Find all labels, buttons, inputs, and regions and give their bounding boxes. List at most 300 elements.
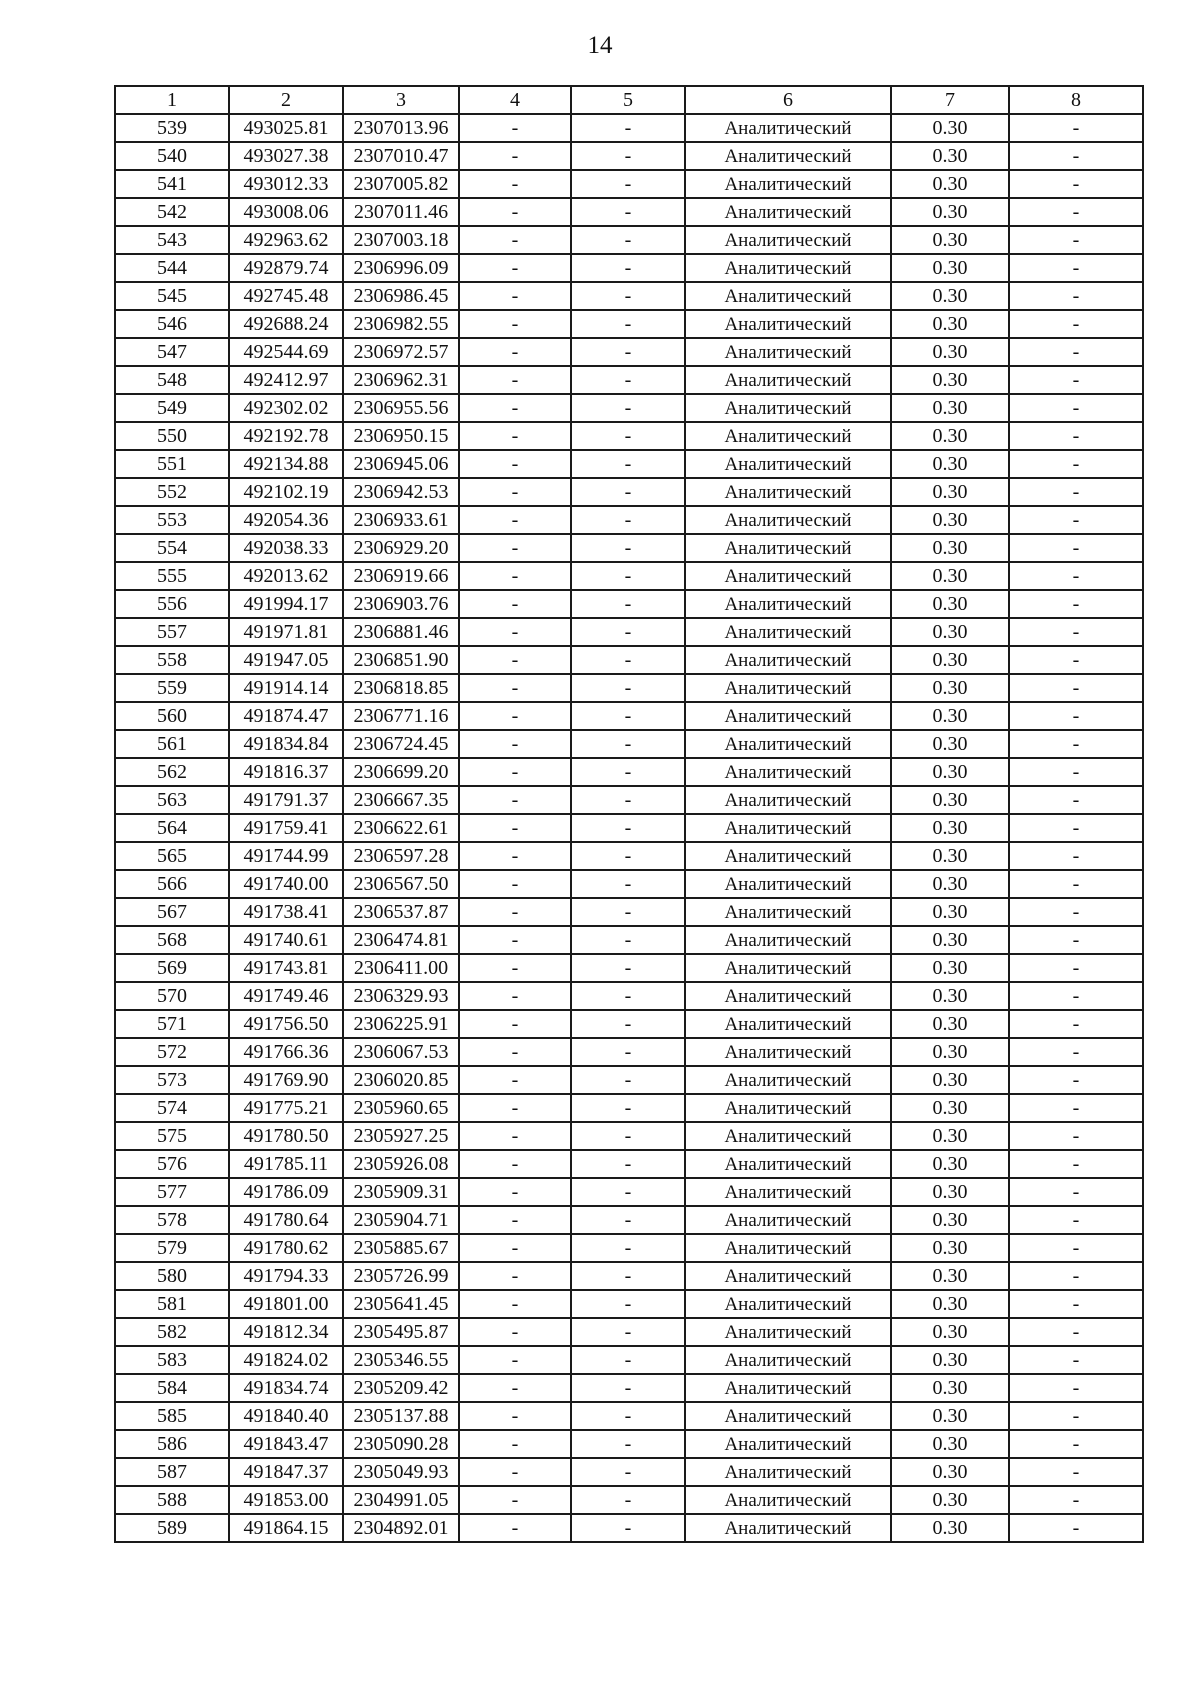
accuracy-cell: 0.30 [891, 1094, 1009, 1122]
accuracy-cell: 0.30 [891, 1234, 1009, 1262]
method-cell: Аналитический [685, 758, 891, 786]
y-coordinate-cell: 2305209.42 [343, 1374, 459, 1402]
table-row [115, 954, 1143, 982]
x-coordinate-cell: 491834.84 [229, 730, 343, 758]
col-8-value-cell: - [1009, 282, 1143, 310]
method-cell: Аналитический [685, 730, 891, 758]
col-4-value-cell: - [459, 618, 571, 646]
x-coordinate-cell: 491786.09 [229, 1178, 343, 1206]
accuracy-cell: 0.30 [891, 310, 1009, 338]
x-coordinate-cell: 491738.41 [229, 898, 343, 926]
accuracy-cell: 0.30 [891, 534, 1009, 562]
table-row [115, 618, 1143, 646]
col-5-value-cell: - [571, 1150, 685, 1178]
col-5-value-cell: - [571, 1430, 685, 1458]
page-number: 14 [587, 32, 613, 59]
method-cell: Аналитический [685, 142, 891, 170]
x-coordinate-cell: 491824.02 [229, 1346, 343, 1374]
table-row [115, 1038, 1143, 1066]
method-cell: Аналитический [685, 254, 891, 282]
point-number-cell: 567 [115, 898, 229, 926]
point-number-cell: 583 [115, 1346, 229, 1374]
point-number-cell: 580 [115, 1262, 229, 1290]
col-4-value-cell: - [459, 1234, 571, 1262]
y-coordinate-cell: 2306537.87 [343, 898, 459, 926]
col-8-value-cell: - [1009, 898, 1143, 926]
method-cell: Аналитический [685, 1486, 891, 1514]
col-8-value-cell: - [1009, 506, 1143, 534]
y-coordinate-cell: 2306903.76 [343, 590, 459, 618]
col-8-value-cell: - [1009, 114, 1143, 142]
col-4-value-cell: - [459, 534, 571, 562]
accuracy-cell: 0.30 [891, 646, 1009, 674]
x-coordinate-cell: 493008.06 [229, 198, 343, 226]
point-number-cell: 560 [115, 702, 229, 730]
column-header-7: 7 [891, 86, 1009, 114]
table-row [115, 226, 1143, 254]
col-8-value-cell: - [1009, 814, 1143, 842]
method-cell: Аналитический [685, 198, 891, 226]
accuracy-cell: 0.30 [891, 1458, 1009, 1486]
y-coordinate-cell: 2307003.18 [343, 226, 459, 254]
table-row [115, 1486, 1143, 1514]
col-4-value-cell: - [459, 870, 571, 898]
accuracy-cell: 0.30 [891, 478, 1009, 506]
y-coordinate-cell: 2306225.91 [343, 1010, 459, 1038]
col-8-value-cell: - [1009, 842, 1143, 870]
col-4-value-cell: - [459, 786, 571, 814]
col-4-value-cell: - [459, 1318, 571, 1346]
x-coordinate-cell: 491971.81 [229, 618, 343, 646]
col-8-value-cell: - [1009, 310, 1143, 338]
y-coordinate-cell: 2306771.16 [343, 702, 459, 730]
point-number-cell: 589 [115, 1514, 229, 1542]
table-row [115, 1122, 1143, 1150]
method-cell: Аналитический [685, 646, 891, 674]
y-coordinate-cell: 2306982.55 [343, 310, 459, 338]
accuracy-cell: 0.30 [891, 170, 1009, 198]
x-coordinate-cell: 491840.40 [229, 1402, 343, 1430]
method-cell: Аналитический [685, 562, 891, 590]
col-8-value-cell: - [1009, 450, 1143, 478]
point-number-cell: 539 [115, 114, 229, 142]
col-4-value-cell: - [459, 366, 571, 394]
table-row [115, 674, 1143, 702]
col-4-value-cell: - [459, 450, 571, 478]
col-4-value-cell: - [459, 842, 571, 870]
accuracy-cell: 0.30 [891, 1430, 1009, 1458]
table-row [115, 198, 1143, 226]
method-cell: Аналитический [685, 1262, 891, 1290]
method-cell: Аналитический [685, 1318, 891, 1346]
table-row [115, 898, 1143, 926]
table-row [115, 1430, 1143, 1458]
col-8-value-cell: - [1009, 618, 1143, 646]
x-coordinate-cell: 491874.47 [229, 702, 343, 730]
col-5-value-cell: - [571, 534, 685, 562]
col-8-value-cell: - [1009, 1094, 1143, 1122]
method-cell: Аналитический [685, 1458, 891, 1486]
x-coordinate-cell: 491744.99 [229, 842, 343, 870]
col-8-value-cell: - [1009, 646, 1143, 674]
table-row [115, 114, 1143, 142]
table-row [115, 1290, 1143, 1318]
accuracy-cell: 0.30 [891, 618, 1009, 646]
col-5-value-cell: - [571, 898, 685, 926]
table-row [115, 1318, 1143, 1346]
method-cell: Аналитический [685, 786, 891, 814]
col-8-value-cell: - [1009, 1038, 1143, 1066]
col-4-value-cell: - [459, 1458, 571, 1486]
method-cell: Аналитический [685, 338, 891, 366]
table-row [115, 1066, 1143, 1094]
col-8-value-cell: - [1009, 982, 1143, 1010]
point-number-cell: 553 [115, 506, 229, 534]
method-cell: Аналитический [685, 618, 891, 646]
accuracy-cell: 0.30 [891, 674, 1009, 702]
table-row [115, 450, 1143, 478]
point-number-cell: 564 [115, 814, 229, 842]
y-coordinate-cell: 2306067.53 [343, 1038, 459, 1066]
x-coordinate-cell: 491994.17 [229, 590, 343, 618]
method-cell: Аналитический [685, 282, 891, 310]
table-row [115, 478, 1143, 506]
col-4-value-cell: - [459, 1402, 571, 1430]
col-5-value-cell: - [571, 674, 685, 702]
col-8-value-cell: - [1009, 1514, 1143, 1542]
col-8-value-cell: - [1009, 254, 1143, 282]
x-coordinate-cell: 491914.14 [229, 674, 343, 702]
point-number-cell: 584 [115, 1374, 229, 1402]
point-number-cell: 550 [115, 422, 229, 450]
x-coordinate-cell: 492054.36 [229, 506, 343, 534]
point-number-cell: 588 [115, 1486, 229, 1514]
point-number-cell: 545 [115, 282, 229, 310]
col-5-value-cell: - [571, 870, 685, 898]
col-8-value-cell: - [1009, 366, 1143, 394]
col-8-value-cell: - [1009, 1430, 1143, 1458]
col-4-value-cell: - [459, 1514, 571, 1542]
accuracy-cell: 0.30 [891, 114, 1009, 142]
col-8-value-cell: - [1009, 702, 1143, 730]
col-4-value-cell: - [459, 1038, 571, 1066]
x-coordinate-cell: 491801.00 [229, 1290, 343, 1318]
method-cell: Аналитический [685, 534, 891, 562]
point-number-cell: 561 [115, 730, 229, 758]
x-coordinate-cell: 492688.24 [229, 310, 343, 338]
method-cell: Аналитический [685, 898, 891, 926]
col-5-value-cell: - [571, 1290, 685, 1318]
point-number-cell: 575 [115, 1122, 229, 1150]
col-5-value-cell: - [571, 1178, 685, 1206]
col-8-value-cell: - [1009, 394, 1143, 422]
y-coordinate-cell: 2306881.46 [343, 618, 459, 646]
table-row [115, 1206, 1143, 1234]
col-5-value-cell: - [571, 198, 685, 226]
method-cell: Аналитический [685, 1290, 891, 1318]
table-row [115, 1094, 1143, 1122]
y-coordinate-cell: 2305927.25 [343, 1122, 459, 1150]
accuracy-cell: 0.30 [891, 842, 1009, 870]
column-header-6: 6 [685, 86, 891, 114]
col-5-value-cell: - [571, 814, 685, 842]
method-cell: Аналитический [685, 1206, 891, 1234]
y-coordinate-cell: 2306622.61 [343, 814, 459, 842]
x-coordinate-cell: 493025.81 [229, 114, 343, 142]
column-header-8: 8 [1009, 86, 1143, 114]
method-cell: Аналитический [685, 310, 891, 338]
accuracy-cell: 0.30 [891, 1402, 1009, 1430]
method-cell: Аналитический [685, 1178, 891, 1206]
point-number-cell: 563 [115, 786, 229, 814]
col-4-value-cell: - [459, 1178, 571, 1206]
point-number-cell: 551 [115, 450, 229, 478]
table-header [115, 86, 1143, 114]
col-5-value-cell: - [571, 1346, 685, 1374]
y-coordinate-cell: 2305885.67 [343, 1234, 459, 1262]
table-row [115, 562, 1143, 590]
col-5-value-cell: - [571, 730, 685, 758]
y-coordinate-cell: 2306962.31 [343, 366, 459, 394]
table-row [115, 506, 1143, 534]
x-coordinate-cell: 491740.00 [229, 870, 343, 898]
col-8-value-cell: - [1009, 1290, 1143, 1318]
col-4-value-cell: - [459, 1430, 571, 1458]
col-4-value-cell: - [459, 170, 571, 198]
x-coordinate-cell: 491785.11 [229, 1150, 343, 1178]
y-coordinate-cell: 2306597.28 [343, 842, 459, 870]
x-coordinate-cell: 492544.69 [229, 338, 343, 366]
point-number-cell: 568 [115, 926, 229, 954]
col-4-value-cell: - [459, 646, 571, 674]
y-coordinate-cell: 2307005.82 [343, 170, 459, 198]
point-number-cell: 555 [115, 562, 229, 590]
y-coordinate-cell: 2306474.81 [343, 926, 459, 954]
method-cell: Аналитический [685, 842, 891, 870]
point-number-cell: 552 [115, 478, 229, 506]
accuracy-cell: 0.30 [891, 814, 1009, 842]
col-5-value-cell: - [571, 786, 685, 814]
accuracy-cell: 0.30 [891, 422, 1009, 450]
y-coordinate-cell: 2305726.99 [343, 1262, 459, 1290]
col-4-value-cell: - [459, 338, 571, 366]
header-row [115, 86, 1143, 114]
accuracy-cell: 0.30 [891, 870, 1009, 898]
x-coordinate-cell: 493027.38 [229, 142, 343, 170]
x-coordinate-cell: 491947.05 [229, 646, 343, 674]
col-5-value-cell: - [571, 1094, 685, 1122]
col-5-value-cell: - [571, 1122, 685, 1150]
col-8-value-cell: - [1009, 422, 1143, 450]
col-8-value-cell: - [1009, 1458, 1143, 1486]
col-5-value-cell: - [571, 142, 685, 170]
point-number-cell: 544 [115, 254, 229, 282]
x-coordinate-cell: 491749.46 [229, 982, 343, 1010]
col-5-value-cell: - [571, 926, 685, 954]
y-coordinate-cell: 2305049.93 [343, 1458, 459, 1486]
accuracy-cell: 0.30 [891, 1514, 1009, 1542]
y-coordinate-cell: 2306851.90 [343, 646, 459, 674]
x-coordinate-cell: 492412.97 [229, 366, 343, 394]
table-row [115, 534, 1143, 562]
point-number-cell: 576 [115, 1150, 229, 1178]
method-cell: Аналитический [685, 1374, 891, 1402]
point-number-cell: 542 [115, 198, 229, 226]
x-coordinate-cell: 491769.90 [229, 1066, 343, 1094]
col-4-value-cell: - [459, 814, 571, 842]
method-cell: Аналитический [685, 814, 891, 842]
accuracy-cell: 0.30 [891, 450, 1009, 478]
col-4-value-cell: - [459, 1206, 571, 1234]
accuracy-cell: 0.30 [891, 198, 1009, 226]
table-row [115, 1402, 1143, 1430]
y-coordinate-cell: 2306955.56 [343, 394, 459, 422]
column-header-3: 3 [343, 86, 459, 114]
col-5-value-cell: - [571, 254, 685, 282]
y-coordinate-cell: 2307010.47 [343, 142, 459, 170]
col-5-value-cell: - [571, 618, 685, 646]
col-5-value-cell: - [571, 1206, 685, 1234]
col-4-value-cell: - [459, 114, 571, 142]
col-5-value-cell: - [571, 422, 685, 450]
col-8-value-cell: - [1009, 1178, 1143, 1206]
col-4-value-cell: - [459, 1150, 571, 1178]
col-5-value-cell: - [571, 1234, 685, 1262]
accuracy-cell: 0.30 [891, 702, 1009, 730]
col-8-value-cell: - [1009, 1066, 1143, 1094]
accuracy-cell: 0.30 [891, 226, 1009, 254]
col-5-value-cell: - [571, 842, 685, 870]
x-coordinate-cell: 492745.48 [229, 282, 343, 310]
col-4-value-cell: - [459, 1374, 571, 1402]
col-4-value-cell: - [459, 590, 571, 618]
column-header-5: 5 [571, 86, 685, 114]
col-8-value-cell: - [1009, 758, 1143, 786]
x-coordinate-cell: 493012.33 [229, 170, 343, 198]
col-8-value-cell: - [1009, 730, 1143, 758]
x-coordinate-cell: 491759.41 [229, 814, 343, 842]
col-5-value-cell: - [571, 450, 685, 478]
method-cell: Аналитический [685, 226, 891, 254]
point-number-cell: 585 [115, 1402, 229, 1430]
col-4-value-cell: - [459, 954, 571, 982]
x-coordinate-cell: 491780.62 [229, 1234, 343, 1262]
x-coordinate-cell: 492302.02 [229, 394, 343, 422]
table-row [115, 282, 1143, 310]
accuracy-cell: 0.30 [891, 786, 1009, 814]
col-5-value-cell: - [571, 1038, 685, 1066]
accuracy-cell: 0.30 [891, 758, 1009, 786]
table-row [115, 1514, 1143, 1542]
y-coordinate-cell: 2306950.15 [343, 422, 459, 450]
col-8-value-cell: - [1009, 338, 1143, 366]
table-row [115, 394, 1143, 422]
y-coordinate-cell: 2306986.45 [343, 282, 459, 310]
accuracy-cell: 0.30 [891, 338, 1009, 366]
method-cell: Аналитический [685, 1402, 891, 1430]
x-coordinate-cell: 492038.33 [229, 534, 343, 562]
point-number-cell: 578 [115, 1206, 229, 1234]
table-row [115, 730, 1143, 758]
col-8-value-cell: - [1009, 534, 1143, 562]
col-4-value-cell: - [459, 254, 571, 282]
col-4-value-cell: - [459, 478, 571, 506]
point-number-cell: 570 [115, 982, 229, 1010]
y-coordinate-cell: 2306329.93 [343, 982, 459, 1010]
method-cell: Аналитический [685, 170, 891, 198]
point-number-cell: 587 [115, 1458, 229, 1486]
accuracy-cell: 0.30 [891, 730, 1009, 758]
table-row [115, 1178, 1143, 1206]
table-body [115, 114, 1143, 1542]
col-5-value-cell: - [571, 1458, 685, 1486]
col-4-value-cell: - [459, 1066, 571, 1094]
method-cell: Аналитический [685, 926, 891, 954]
accuracy-cell: 0.30 [891, 1262, 1009, 1290]
y-coordinate-cell: 2306567.50 [343, 870, 459, 898]
y-coordinate-cell: 2306919.66 [343, 562, 459, 590]
x-coordinate-cell: 491791.37 [229, 786, 343, 814]
column-header-1: 1 [115, 86, 229, 114]
point-number-cell: 572 [115, 1038, 229, 1066]
col-5-value-cell: - [571, 394, 685, 422]
table-row [115, 170, 1143, 198]
table-row [115, 142, 1143, 170]
col-5-value-cell: - [571, 366, 685, 394]
y-coordinate-cell: 2306020.85 [343, 1066, 459, 1094]
col-4-value-cell: - [459, 1290, 571, 1318]
col-8-value-cell: - [1009, 198, 1143, 226]
method-cell: Аналитический [685, 450, 891, 478]
table-row [115, 842, 1143, 870]
y-coordinate-cell: 2305960.65 [343, 1094, 459, 1122]
table-row [115, 982, 1143, 1010]
table-row [115, 702, 1143, 730]
point-number-cell: 557 [115, 618, 229, 646]
y-coordinate-cell: 2306942.53 [343, 478, 459, 506]
col-5-value-cell: - [571, 282, 685, 310]
y-coordinate-cell: 2305090.28 [343, 1430, 459, 1458]
method-cell: Аналитический [685, 1346, 891, 1374]
y-coordinate-cell: 2304892.01 [343, 1514, 459, 1542]
point-number-cell: 582 [115, 1318, 229, 1346]
accuracy-cell: 0.30 [891, 954, 1009, 982]
table-row [115, 1010, 1143, 1038]
col-4-value-cell: - [459, 506, 571, 534]
point-number-cell: 577 [115, 1178, 229, 1206]
col-8-value-cell: - [1009, 590, 1143, 618]
table-row [115, 590, 1143, 618]
accuracy-cell: 0.30 [891, 562, 1009, 590]
method-cell: Аналитический [685, 674, 891, 702]
method-cell: Аналитический [685, 478, 891, 506]
accuracy-cell: 0.30 [891, 1150, 1009, 1178]
x-coordinate-cell: 492879.74 [229, 254, 343, 282]
col-8-value-cell: - [1009, 1402, 1143, 1430]
y-coordinate-cell: 2305641.45 [343, 1290, 459, 1318]
method-cell: Аналитический [685, 1038, 891, 1066]
accuracy-cell: 0.30 [891, 1290, 1009, 1318]
col-4-value-cell: - [459, 1094, 571, 1122]
accuracy-cell: 0.30 [891, 1486, 1009, 1514]
y-coordinate-cell: 2305904.71 [343, 1206, 459, 1234]
accuracy-cell: 0.30 [891, 254, 1009, 282]
method-cell: Аналитический [685, 1094, 891, 1122]
col-8-value-cell: - [1009, 142, 1143, 170]
method-cell: Аналитический [685, 954, 891, 982]
col-4-value-cell: - [459, 562, 571, 590]
table-row [115, 814, 1143, 842]
